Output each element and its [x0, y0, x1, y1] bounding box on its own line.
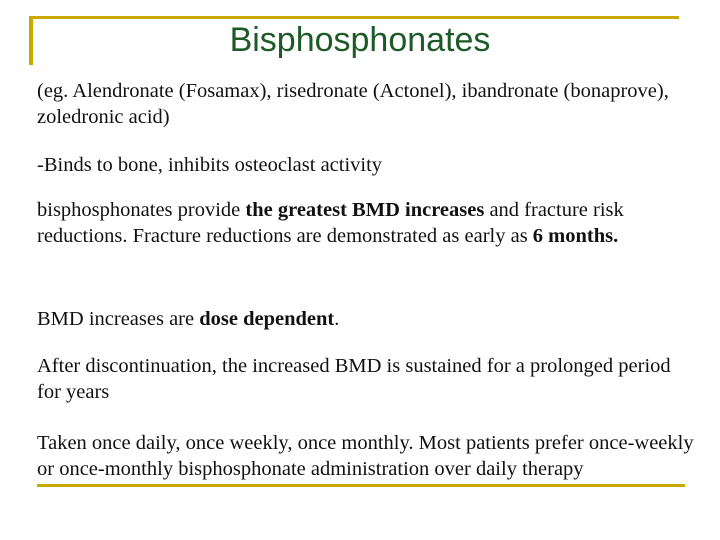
text-span: . — [334, 308, 340, 330]
text-span: BMD increases are — [37, 308, 200, 330]
slide-title: Bisphosphonates — [229, 21, 491, 59]
mechanism-paragraph: -Binds to bone, inhibits osteoclast activity — [37, 154, 383, 176]
discontinuation-paragraph: After discontinuation, the increased BMD is sustained for a prolonged period for years — [37, 355, 671, 403]
text-span: and fracture risk reductions. Fracture reductions are demonstrated as early as — [37, 199, 624, 247]
dose-paragraph — [37, 306, 339, 332]
text-span: bisphosphonates provide — [37, 199, 246, 221]
drug-examples-paragraph: (eg. Alendronate (Fosamax), risedronate (Actonel), ibandronate (bonaprove), zoledronic acid) — [37, 80, 669, 128]
bottom-rule — [37, 484, 685, 487]
bmd-efficacy-paragraph — [37, 197, 697, 249]
bold-text: 6 months. — [532, 225, 619, 247]
bold-text: the greatest BMD increases — [245, 199, 485, 221]
bold-text: dose dependent — [199, 308, 335, 330]
dosing-schedule-paragraph: Taken once daily, once weekly, once monthly. Most patients prefer once-weekly or once-monthly bisphosphonate administration over daily therapy — [37, 432, 694, 480]
